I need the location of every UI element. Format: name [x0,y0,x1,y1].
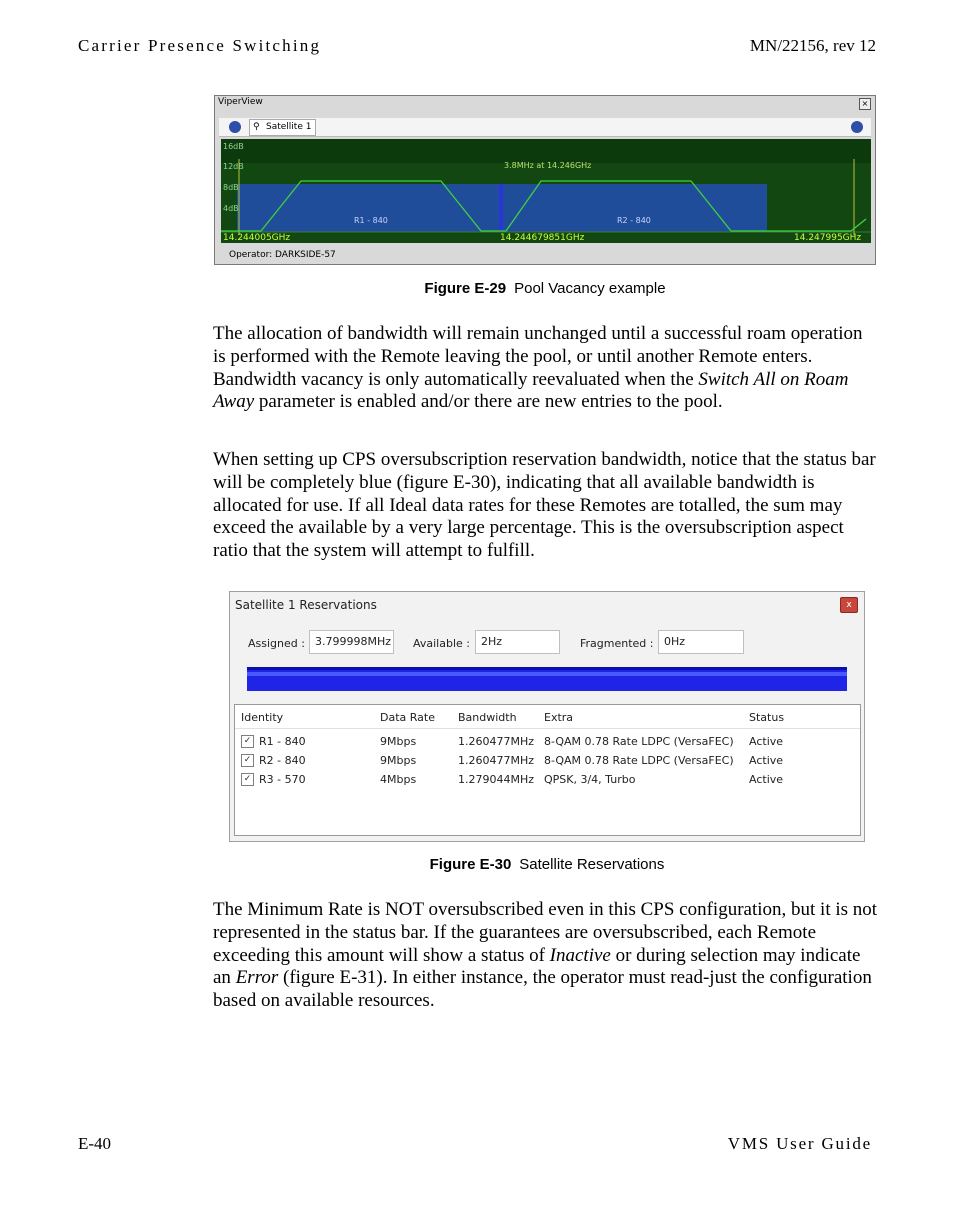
row-extra: 8-QAM 0.78 Rate LDPC (VersaFEC) [544,735,734,748]
parameter-name: Switch All on Roam Away [213,368,849,413]
paragraph [213,323,878,414]
fragmented-field[interactable]: 0Hz [658,630,744,654]
checkbox-checked-icon[interactable]: ✓ [241,735,254,748]
status-term: Error [235,967,279,989]
available-field[interactable]: 2Hz [475,630,560,654]
db-label: 8dB [223,183,239,192]
close-icon[interactable]: x [840,597,858,613]
help-icon[interactable] [851,121,863,133]
checkbox-checked-icon[interactable]: ✓ [241,773,254,786]
row-identity: R1 - 840 [259,735,306,748]
text-run: or during selection may indicate an [213,944,861,989]
available-label: Available : [413,637,470,650]
row-bandwidth: 1.260477MHz [458,754,535,767]
globe-icon[interactable] [229,121,241,133]
assigned-field[interactable]: 3.799998MHz [309,630,394,654]
row-status: Active [749,735,784,748]
row-extra: 8-QAM 0.78 Rate LDPC (VersaFEC) [544,754,734,767]
carrier-label: R2 - 840 [617,216,651,225]
operator-label: Operator: DARKSIDE-57 [229,250,336,260]
row-status: Active [749,773,784,786]
checkbox-checked-icon[interactable]: ✓ [241,754,254,767]
freq-label: 14.247995GHz [794,233,862,243]
figure-number: Figure E-29 [424,280,507,297]
satellite-icon: ⚲ [253,122,260,132]
column-header-data-rate[interactable]: Data Rate [380,711,435,724]
center-marker [499,184,503,232]
column-header-extra[interactable]: Extra [544,711,574,724]
page-number: E-40 [78,1134,112,1153]
allocation-status-bar [247,667,847,691]
figure-caption [229,856,865,873]
row-bandwidth: 1.260477MHz [458,735,535,748]
figure-number: Figure E-30 [429,856,512,873]
row-bandwidth: 1.279044MHz [458,773,535,786]
fragmented-label: Fragmented : [580,637,654,650]
figure-title: Satellite Reservations [519,856,665,873]
column-header-status[interactable]: Status [749,711,785,724]
row-data-rate: 9Mbps [380,735,417,748]
tab-satellite-1[interactable] [249,119,316,136]
viperview-window [214,95,876,265]
reservations-table [234,704,861,836]
assigned-label: Assigned : [248,637,305,650]
text-run: parameter is enabled and/or there are new entries to the pool. [254,391,723,413]
center-annotation: 3.8MHz at 14.246GHz [504,161,592,170]
viperview-toolbar [219,118,871,137]
tab-label: Satellite 1 [266,122,312,132]
row-status: Active [749,754,784,767]
running-footer-title: VMS User Guide [727,1134,872,1153]
close-icon[interactable]: × [859,98,871,110]
document-number: MN/22156, rev 12 [749,36,876,55]
text-run: The Minimum Rate is NOT oversubscribed even in this CPS configuration, but it is not represented in the status bar. If the guarantees are oversubscribed, each Remote exceeding this amount will show a status of [213,899,878,966]
running-header-title: Carrier Presence Switching [78,36,322,55]
viperview-title: ViperView [218,97,263,107]
row-data-rate: 9Mbps [380,754,417,767]
freq-label: 14.244679851GHz [500,233,585,243]
status-term: Inactive [549,944,611,966]
text-run: The allocation of bandwidth will remain unchanged until a successful roam operation is performed with the Remote leaving the pool, or until another Remote enters. Bandwidth vacancy is only automatically reevaluated when the [213,323,863,390]
freq-label: 14.244005GHz [223,233,291,243]
row-identity: R2 - 840 [259,754,306,767]
column-header-bandwidth[interactable]: Bandwidth [458,711,517,724]
paragraph [213,899,878,1013]
figure-caption [214,280,876,297]
text-run: (figure E-31). In either instance, the operator must read-just the configuration based on available resources. [213,967,872,1012]
paragraph-text: When setting up CPS oversubscription reservation bandwidth, notice that the status bar will be completely blue (figure E-30), indicating that all available bandwidth is allocated for use. If all Ideal data rates for these Remotes are totalled, the sum may exceed the available by a very large percentage. This is the oversubscription aspect ratio that the system will attempt to fulfill. [213,449,876,562]
spectrum-plot [221,139,871,243]
row-identity: R3 - 570 [259,773,306,786]
reservations-dialog [229,591,865,842]
paragraph [213,449,878,563]
row-data-rate: 4Mbps [380,773,417,786]
column-header-identity[interactable]: Identity [241,711,284,724]
db-label: 4dB [223,204,239,213]
dialog-title: Satellite 1 Reservations [235,598,377,612]
header-divider [235,728,860,729]
row-extra: QPSK, 3/4, Turbo [544,773,636,786]
carrier-label: R1 - 840 [354,216,388,225]
db-label: 12dB [223,162,244,171]
db-label: 16dB [223,142,244,151]
figure-title: Pool Vacancy example [514,280,666,297]
